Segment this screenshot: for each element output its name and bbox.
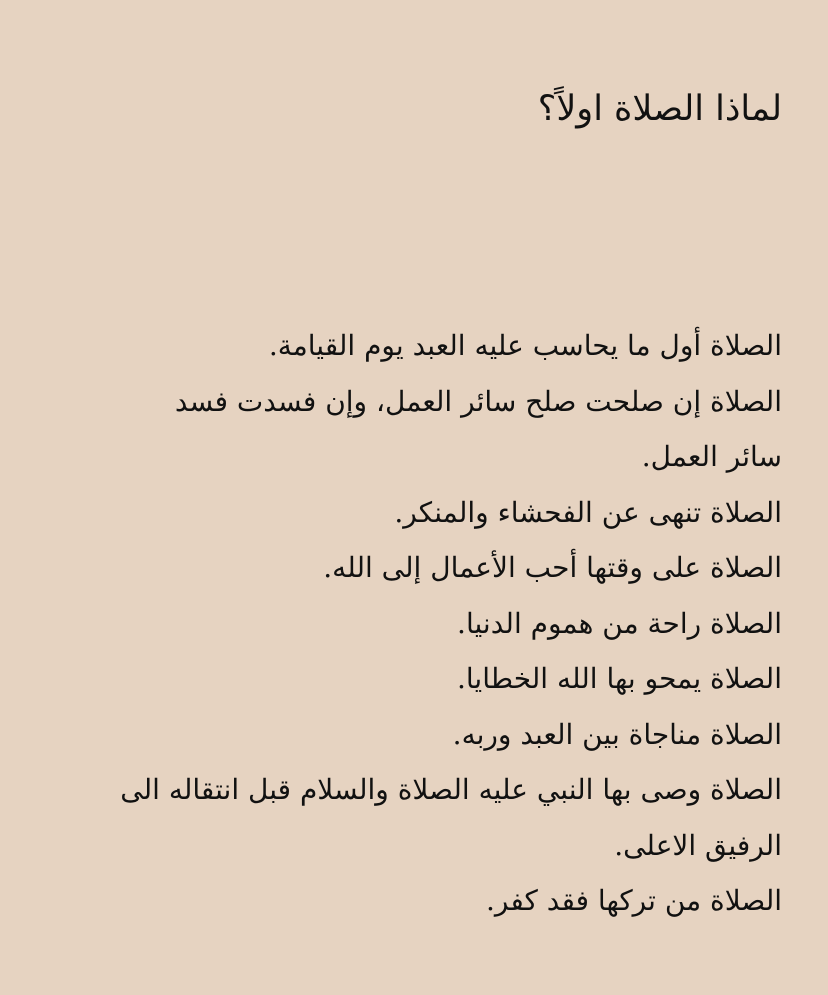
reason-line-9: الصلاة من تركها فقد كفر. <box>486 884 782 917</box>
reason-line-3: الصلاة تنهى عن الفحشاء والمنكر. <box>394 495 782 529</box>
reason-line-2: الصلاة إن صلحت صلح سائر العمل، وإن فسدت فسد <box>174 384 782 418</box>
reason-line-7: الصلاة مناجاة بين العبد وربه. <box>452 717 782 751</box>
reason-line-5: الصلاة راحة من هموم الدنيا. <box>457 606 782 640</box>
reason-line-4: الصلاة على وقتها أحب الأعمال إلى الله. <box>323 551 782 584</box>
reason-line-8-continuation: الرفيق الاعلى. <box>614 828 782 862</box>
reason-line-6: الصلاة يمحو بها الله الخطايا. <box>456 662 782 695</box>
reason-line-8: الصلاة وصى بها النبي عليه الصلاة والسلام قبل انتقاله الى <box>120 773 782 806</box>
reason-line-2-continuation: سائر العمل. <box>641 440 782 473</box>
reason-line-1: الصلاة أول ما يحاسب عليه العبد يوم القيامة. <box>268 329 782 362</box>
prayer-reasons-list <box>40 318 782 929</box>
page-title: لماذا الصلاة اولاً؟ <box>537 89 782 129</box>
